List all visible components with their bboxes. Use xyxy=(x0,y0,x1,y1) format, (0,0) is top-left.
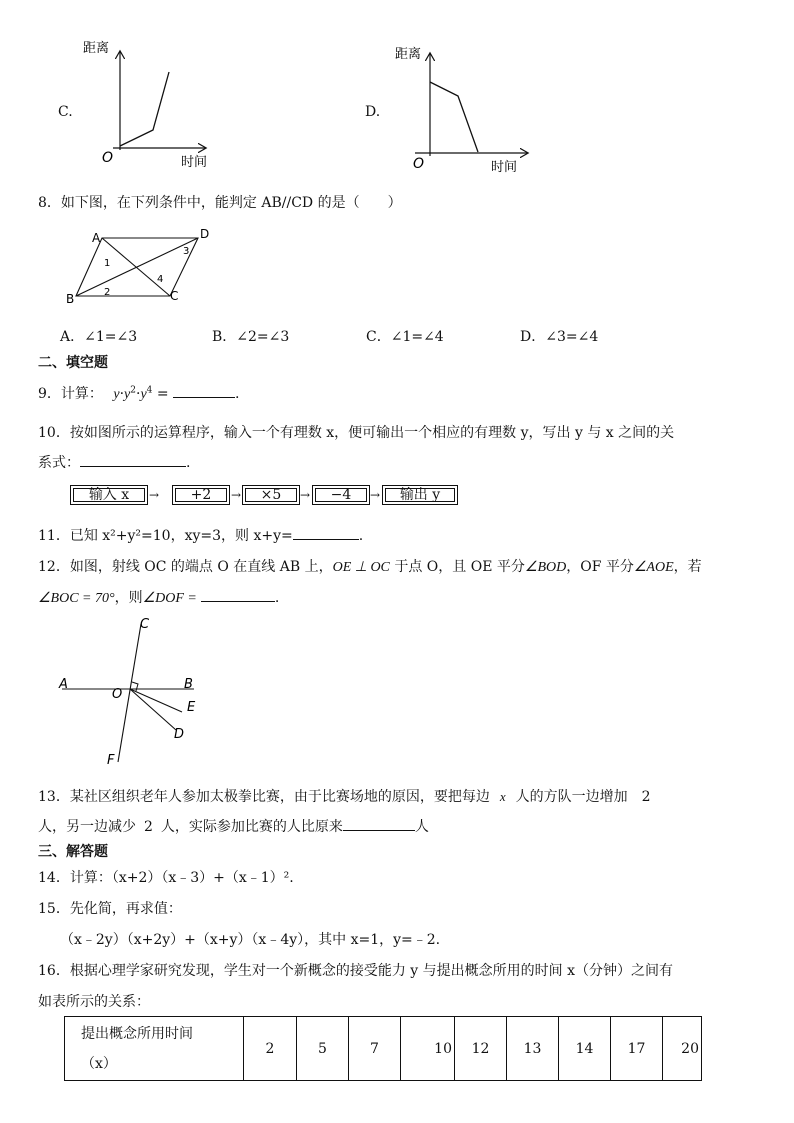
flow-output-box: 输出 y xyxy=(382,485,458,505)
point-o-label: O xyxy=(112,687,123,702)
angle-1-label: 1 xyxy=(104,258,111,269)
table-cell: 17 xyxy=(611,1017,663,1081)
ray-oe xyxy=(130,689,182,712)
q13-text: 人，另一边减少 xyxy=(38,819,136,835)
q13-answer-blank[interactable] xyxy=(343,830,415,831)
graph-line xyxy=(430,82,478,152)
q9-var: y xyxy=(113,387,120,402)
q10-end: . xyxy=(186,455,191,471)
q9-dot: · xyxy=(119,386,125,402)
table-cell: 20 xyxy=(663,1017,702,1081)
x-axis-label: 时间 xyxy=(491,160,518,175)
angle-2-label: 2 xyxy=(104,287,111,298)
origin-label: O xyxy=(102,150,114,166)
table-row xyxy=(65,1017,702,1081)
point-f-label: F xyxy=(107,753,115,768)
q9 xyxy=(38,383,240,403)
q12-part4: ，若 xyxy=(673,559,702,575)
flow-subtract-box: −4 xyxy=(312,485,370,505)
q11 xyxy=(38,525,363,545)
q10-line-1: 10．按如图所示的运算程序，输入一个有理数 x，便可输出一个相应的有理数 y，写出 y 与 x 之间的关 xyxy=(38,425,675,441)
q13-text: 人的方队一边增加 xyxy=(515,789,628,805)
q12-line-1 xyxy=(38,556,702,576)
q12-math: ∠AOE xyxy=(633,560,674,575)
q12-math: ∠BOC = 70° xyxy=(38,591,115,606)
q9-prefix: 9．计算： xyxy=(38,386,103,402)
point-a-label: A xyxy=(59,677,68,692)
q9-exp: 2 xyxy=(130,385,136,396)
table-cell: 13 xyxy=(507,1017,559,1081)
q12-end: . xyxy=(274,590,280,606)
point-e-label: E xyxy=(187,700,196,715)
table-cell: 5 xyxy=(297,1017,349,1081)
q13-number: 2 xyxy=(641,789,651,805)
q12-math: ∠DOF = xyxy=(142,591,197,606)
q13-text: 13．某社区组织老年人参加太极拳比赛，由于比赛场地的原因，要把每边 xyxy=(38,789,490,805)
table-cell: 12 xyxy=(455,1017,507,1081)
table-header-cell xyxy=(65,1017,244,1081)
table-header-line-2: （x） xyxy=(81,1055,117,1072)
q12-answer-blank[interactable] xyxy=(201,601,275,602)
graph-line xyxy=(120,72,169,146)
q8-figure xyxy=(60,226,210,308)
diagonal-ac xyxy=(102,238,170,296)
q15-line-1: 15．先化简，再求值： xyxy=(38,901,182,917)
q12-mid: ，则 xyxy=(114,590,143,606)
section-3-heading: 三、解答题 xyxy=(38,844,108,860)
q10-line-2 xyxy=(38,452,190,472)
flow-arrow-icon: → xyxy=(370,488,381,502)
q11-end: . xyxy=(358,528,364,544)
table-cell: 14 xyxy=(559,1017,611,1081)
q9-dot: · xyxy=(136,386,141,402)
point-b-label: B xyxy=(184,677,193,692)
q8-option-d: D．∠3=∠4 xyxy=(520,329,599,345)
q13-number: 2 xyxy=(144,819,153,835)
q8-option-b: B．∠2=∠3 xyxy=(212,329,290,345)
q12-part2: 于点 O，且 OE 平分 xyxy=(389,559,525,575)
point-a-label: A xyxy=(92,231,101,245)
q13-text: 人 xyxy=(414,819,429,835)
q7-graph-c xyxy=(83,38,220,173)
q8-stem: 8．如下图，在下列条件中，能判定 AB//CD 的是（ ） xyxy=(38,195,402,211)
q11-answer-blank[interactable] xyxy=(293,539,359,540)
ray-od xyxy=(130,689,176,730)
table-cell: 10 xyxy=(401,1017,455,1081)
q10-answer-blank[interactable] xyxy=(80,466,186,467)
q10-prefix: 系式： xyxy=(38,455,80,471)
flow-arrow-icon: → xyxy=(231,488,242,502)
table-cell: 2 xyxy=(244,1017,297,1081)
q13-line-2 xyxy=(38,816,429,836)
q8-option-a: A．∠1=∠3 xyxy=(60,329,138,345)
q7-graph-d xyxy=(395,40,530,180)
q7-option-c-label: C. xyxy=(58,104,73,120)
right-angle-mark xyxy=(132,682,138,691)
q13-var: x xyxy=(499,789,506,804)
y-axis-label: 距离 xyxy=(83,41,110,56)
flow-arrow-icon: → xyxy=(300,488,311,502)
q14: 14．计算：（x+2）（x﹣3）+（x﹣1）². xyxy=(38,870,294,886)
q9-exp: 4 xyxy=(146,385,153,396)
table-cell: 7 xyxy=(349,1017,401,1081)
x-axis-label: 时间 xyxy=(181,155,208,170)
point-c-label: C xyxy=(170,289,179,303)
section-2-heading: 二、填空题 xyxy=(38,355,108,371)
q12-part3: ，OF 平分 xyxy=(566,559,634,575)
point-d-label: D xyxy=(200,227,210,241)
diagonal-bd xyxy=(76,238,198,296)
q13-text: 人，实际参加比赛的人比原来 xyxy=(160,819,343,835)
q12-math: OE ⊥ OC xyxy=(332,560,390,575)
q9-end: . xyxy=(235,386,240,402)
q12-math: ∠BOD xyxy=(524,560,567,575)
q16-line-2: 如表所示的关系： xyxy=(38,994,150,1010)
point-c-label: C xyxy=(140,617,150,632)
q9-var: y xyxy=(124,387,131,402)
y-axis-label: 距离 xyxy=(395,47,422,62)
q11-text: 11．已知 x²+y²=10，xy=3，则 x+y= xyxy=(38,528,293,544)
flow-multiply-box: ×5 xyxy=(242,485,300,505)
q9-answer-blank[interactable] xyxy=(173,397,235,398)
flow-arrow-icon: → xyxy=(149,488,160,502)
angle-4-label: 4 xyxy=(157,274,164,285)
origin-label: O xyxy=(413,156,425,172)
q15-line-2: （x﹣2y）（x+2y）+（x+y）（x﹣4y），其中 x=1，y=﹣2. xyxy=(60,932,441,948)
q8-option-c: C．∠1=∠4 xyxy=(366,329,444,345)
flow-add-box: +2 xyxy=(172,485,230,505)
q16-table xyxy=(64,1016,702,1081)
flow-input-box: 输入 x xyxy=(70,485,148,505)
angle-3-label: 3 xyxy=(183,246,190,257)
q13-line-1 xyxy=(38,786,651,806)
point-d-label: D xyxy=(174,727,185,742)
q12-figure xyxy=(54,612,214,772)
q9-eq: = xyxy=(156,386,169,402)
point-b-label: B xyxy=(66,292,75,306)
q16-line-1: 16．根据心理学家研究发现，学生对一个新概念的接受能力 y 与提出概念所用的时间 x（分钟）之间有 xyxy=(38,963,673,979)
q9-var: y xyxy=(140,387,147,402)
q12-part1: 12．如图，射线 OC 的端点 O 在直线 AB 上， xyxy=(38,559,333,575)
table-header-line-1: 提出概念所用时间 xyxy=(81,1025,193,1042)
q7-option-d-label: D. xyxy=(365,104,381,120)
q12-line-2 xyxy=(38,587,279,607)
